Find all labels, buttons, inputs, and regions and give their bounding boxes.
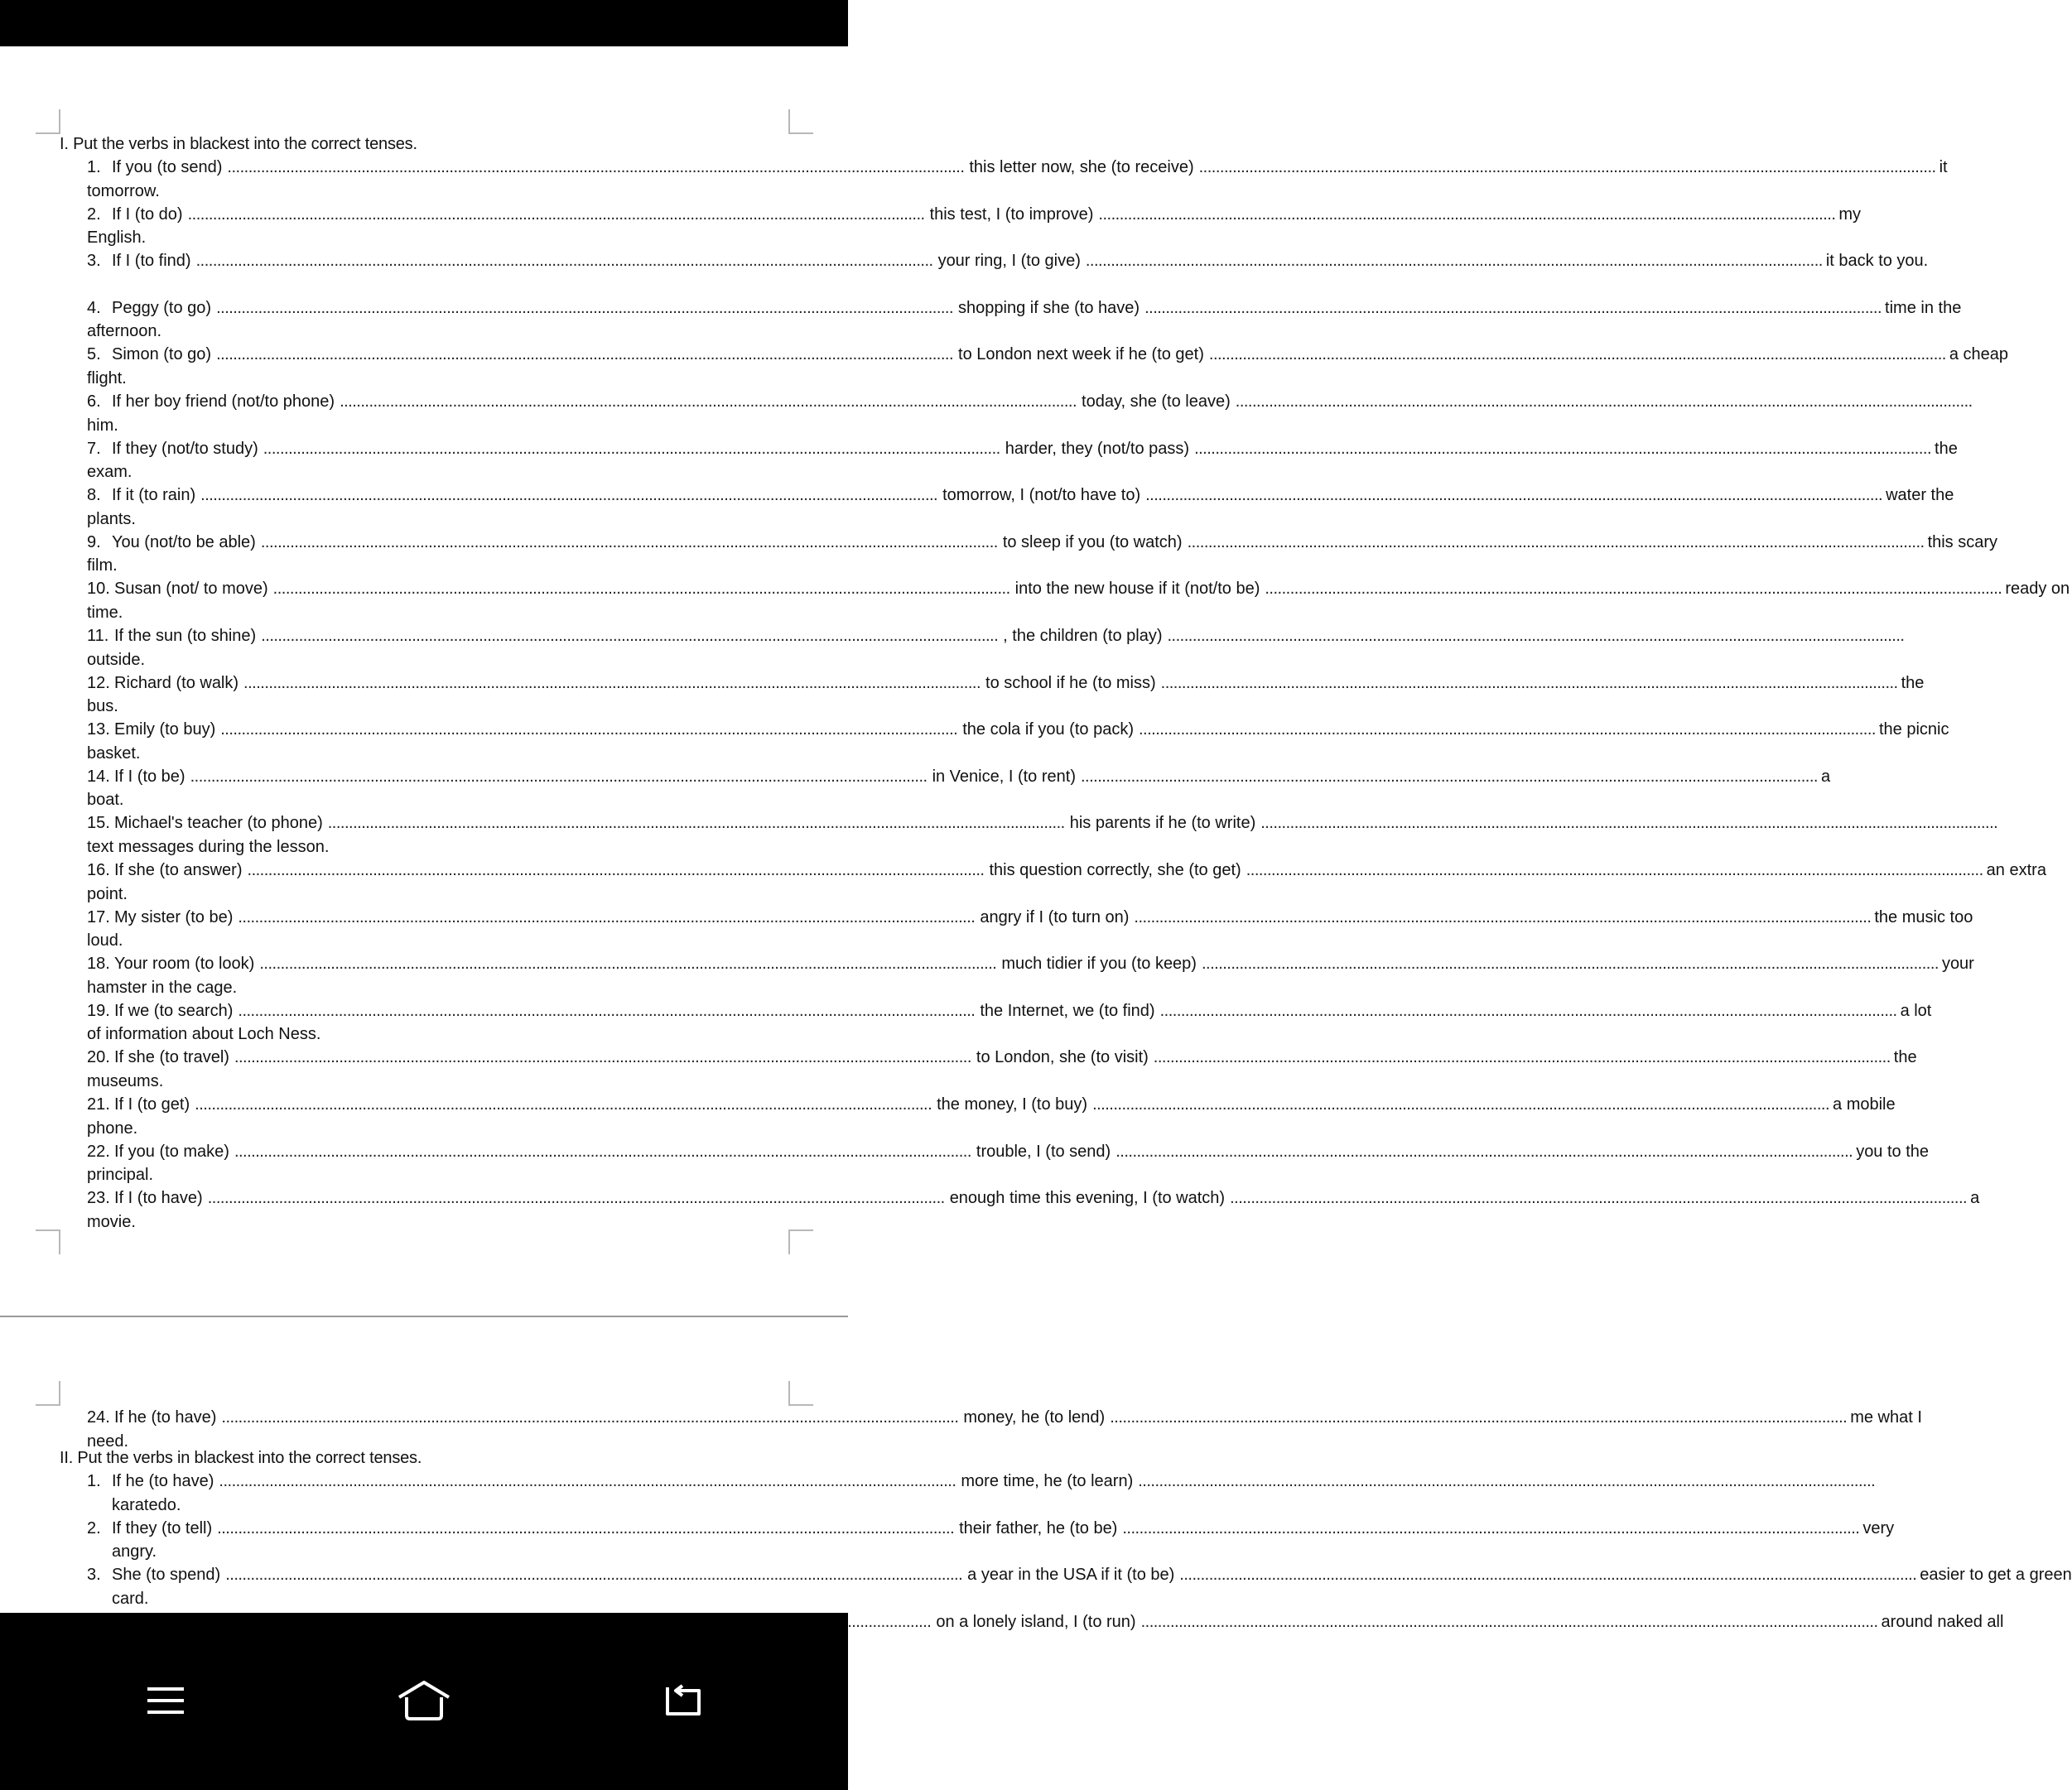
page-corner-mark	[36, 1229, 60, 1254]
item-number: 3.	[87, 1566, 101, 1585]
item-number: 10.	[87, 580, 110, 599]
item-continuation: museums.	[87, 1071, 164, 1090]
item-continuation: bus.	[87, 697, 118, 716]
item-text-segment: the cola if you (to pack)	[962, 720, 1134, 739]
item-text-segment: ready on	[2005, 580, 2070, 599]
exercise-item	[87, 437, 1958, 484]
answer-blank[interactable]	[234, 1140, 971, 1164]
item-text-segment: If we (to search)	[114, 1001, 234, 1020]
answer-blank[interactable]	[1188, 531, 1925, 555]
item-text-segment: a	[1820, 767, 1831, 786]
item-text-segment: She (to spend)	[112, 1566, 221, 1585]
answer-blank[interactable]	[1168, 624, 1905, 648]
item-text-segment: the	[1901, 673, 1925, 692]
item-number: 4.	[87, 298, 101, 317]
item-text-segment: water the	[1886, 486, 1954, 505]
item-text-segment: on a lonely island, I (to run)	[936, 1612, 1136, 1631]
answer-blank[interactable]	[216, 296, 953, 320]
answer-blank[interactable]	[196, 249, 933, 273]
item-text-segment: this scary	[1927, 532, 1998, 551]
item-text-segment: today, she (to leave)	[1082, 392, 1231, 411]
item-text-segment: enough time this evening, I (to watch)	[949, 1189, 1226, 1208]
answer-blank[interactable]	[188, 203, 925, 227]
item-continuation: card.	[112, 1589, 149, 1608]
item-text-segment: time in the	[1885, 298, 1962, 317]
answer-blank[interactable]	[1154, 1046, 1891, 1070]
item-number: 3.	[87, 252, 101, 271]
item-text-segment: your ring, I (to give)	[937, 252, 1081, 271]
item-number: 18.	[87, 955, 110, 974]
item-continuation: karatedo.	[112, 1495, 181, 1514]
answer-blank[interactable]	[340, 390, 1077, 414]
answer-blank[interactable]	[208, 1186, 945, 1210]
answer-blank[interactable]	[1194, 437, 1931, 461]
item-continuation: need.	[87, 1432, 129, 1451]
item-text-segment: much tidier if you (to keep)	[1001, 955, 1197, 974]
item-text-segment: very	[1862, 1518, 1895, 1537]
item-text-segment: the music too	[1874, 907, 1973, 926]
exercise-item	[87, 1046, 1917, 1093]
item-text-segment: Emily (to buy)	[114, 720, 216, 739]
item-text-segment: Richard (to walk)	[114, 673, 239, 692]
item-text-segment: it back to you.	[1825, 252, 1929, 271]
item-text-segment: my	[1838, 205, 1862, 224]
answer-blank[interactable]	[1160, 999, 1897, 1023]
item-number: 24.	[87, 1408, 110, 1427]
item-text-segment: a lot	[1900, 1001, 1932, 1020]
answer-blank[interactable]	[1081, 765, 1818, 789]
exercise-item	[87, 1186, 1980, 1234]
item-continuation: exam.	[87, 463, 133, 482]
answer-blank[interactable]	[227, 156, 964, 180]
item-number: 22.	[87, 1142, 110, 1161]
item-text-segment: If she (to answer)	[114, 861, 243, 879]
exercise-item	[87, 484, 1954, 531]
answer-blank[interactable]	[216, 343, 953, 367]
item-text-segment: this test, I (to improve)	[929, 205, 1094, 224]
item-continuation: film.	[87, 556, 118, 575]
back-icon	[661, 1682, 704, 1719]
answer-blank[interactable]	[1179, 1563, 1916, 1587]
item-text-segment: an extra	[1986, 861, 2046, 879]
recent-apps-button[interactable]	[133, 1674, 199, 1727]
item-number: 5.	[87, 345, 101, 364]
answer-blank[interactable]	[273, 577, 1010, 601]
item-continuation: movie.	[87, 1212, 136, 1231]
answer-blank[interactable]	[217, 1517, 954, 1541]
answer-blank[interactable]	[220, 718, 957, 742]
item-text-segment: easier to get a green	[1920, 1566, 2072, 1585]
item-text-segment: If they (to tell)	[112, 1518, 213, 1537]
document-page-2	[0, 1318, 2072, 1631]
exercise-item	[87, 811, 1256, 859]
page-corner-mark	[788, 109, 813, 134]
item-text-segment: harder, they (not/to pass)	[1005, 439, 1190, 458]
item-text-segment: Simon (to go)	[112, 345, 212, 364]
answer-blank[interactable]	[238, 906, 975, 930]
answer-blank[interactable]	[219, 1470, 956, 1494]
page-separator	[0, 1316, 848, 1317]
item-number: 2.	[87, 1518, 101, 1537]
item-text-segment: tomorrow, I (not/to have to)	[942, 486, 1141, 505]
item-number: 12.	[87, 673, 110, 692]
item-continuation: of information about Loch Ness.	[87, 1025, 321, 1044]
item-text-segment: If he (to have)	[114, 1408, 217, 1427]
item-continuation: English.	[87, 229, 147, 248]
item-number: 1.	[87, 158, 101, 176]
answer-blank[interactable]	[1141, 1610, 1878, 1634]
item-continuation: basket.	[87, 743, 141, 763]
answer-blank[interactable]	[195, 1093, 932, 1117]
exercise-item	[87, 531, 1998, 578]
answer-blank[interactable]	[1086, 249, 1823, 273]
item-text-segment: You (not/to be able)	[112, 532, 256, 551]
item-number: 20.	[87, 1048, 110, 1067]
item-number: 6.	[87, 392, 101, 411]
item-text-segment: the	[1935, 439, 1958, 458]
answer-blank[interactable]	[221, 1406, 958, 1430]
back-button[interactable]	[649, 1674, 716, 1727]
item-continuation: plants.	[87, 509, 136, 528]
item-number: 23.	[87, 1189, 110, 1208]
item-number: 15.	[87, 814, 110, 833]
item-continuation: time.	[87, 603, 123, 622]
item-number: 9.	[87, 532, 101, 551]
exercise-item	[87, 1093, 1896, 1140]
exercise-item	[87, 906, 1973, 953]
answer-blank[interactable]	[234, 1046, 971, 1070]
item-text-segment: the	[1893, 1048, 1917, 1067]
item-text-segment: If I (to have)	[114, 1189, 203, 1208]
item-text-segment: me what I	[1850, 1408, 1922, 1427]
item-text-segment: trouble, I (to send)	[976, 1142, 1111, 1161]
answer-blank[interactable]	[1246, 859, 1983, 883]
item-continuation: flight.	[87, 368, 127, 387]
item-text-segment: this question correctly, she (to get)	[989, 861, 1241, 879]
section-2-heading: II. Put the verbs in blackest into the correct tenses.	[60, 1449, 422, 1467]
item-number: 13.	[87, 720, 110, 739]
item-continuation: outside.	[87, 650, 146, 669]
answer-blank[interactable]	[1092, 1093, 1829, 1117]
item-text-segment: Your room (to look)	[114, 955, 255, 974]
answer-blank[interactable]	[1138, 1470, 1875, 1494]
item-text-segment: to sleep if you (to watch)	[1002, 532, 1183, 551]
item-text-segment: If it (to rain)	[112, 486, 196, 505]
item-text-segment: If I (to get)	[114, 1095, 190, 1114]
item-number: 8.	[87, 486, 101, 505]
status-bar	[0, 0, 848, 46]
answer-blank[interactable]	[259, 952, 996, 976]
item-text-segment: Susan (not/ to move)	[114, 580, 268, 599]
item-text-segment: a cheap	[1949, 345, 2009, 364]
item-text-segment: If I (to find)	[112, 252, 191, 271]
item-text-segment: If you (to send)	[112, 158, 223, 176]
item-continuation: afternoon.	[87, 322, 162, 341]
exercise-item	[87, 624, 1163, 671]
exercise-item	[87, 718, 1949, 765]
item-text-segment: money, he (to lend)	[963, 1408, 1106, 1427]
recent-apps-icon	[146, 1684, 186, 1717]
item-number: 2.	[87, 205, 101, 224]
item-continuation: angry.	[112, 1542, 157, 1561]
answer-blank[interactable]	[1230, 1186, 1967, 1210]
item-text-segment: to London, she (to visit)	[976, 1048, 1149, 1067]
page-corner-mark	[788, 1229, 813, 1254]
exercise-item	[87, 203, 1862, 250]
answer-blank[interactable]	[225, 1563, 962, 1587]
page-corner-mark	[36, 1381, 60, 1406]
item-text-segment: If he (to have)	[112, 1472, 214, 1490]
item-number: 16.	[87, 861, 110, 879]
answer-blank[interactable]	[1110, 1406, 1847, 1430]
item-text-segment: it	[1939, 158, 1948, 176]
item-text-segment: If I (to do)	[112, 205, 183, 224]
home-icon	[395, 1677, 453, 1724]
item-continuation: phone.	[87, 1119, 138, 1138]
item-number: 19.	[87, 1001, 110, 1020]
exercise-item	[87, 390, 1231, 437]
answer-blank[interactable]	[248, 859, 985, 883]
item-text-segment: Michael's teacher (to phone)	[114, 814, 323, 833]
item-text-segment: If her boy friend (not/to phone)	[112, 392, 335, 411]
answer-blank[interactable]	[200, 484, 937, 508]
answer-blank[interactable]	[1260, 811, 1997, 835]
item-text-segment: a year in the USA if it (to be)	[967, 1566, 1175, 1585]
item-continuation: point.	[87, 884, 128, 903]
answer-blank[interactable]	[263, 437, 1000, 461]
answer-blank[interactable]	[1145, 484, 1882, 508]
item-text-segment: your	[1941, 955, 1974, 974]
exercise-item	[87, 999, 1932, 1047]
item-continuation: hamster in the cage.	[87, 978, 238, 997]
item-text-segment: his parents if he (to write)	[1069, 814, 1256, 833]
item-text-segment: around naked all	[1881, 1612, 2004, 1631]
answer-blank[interactable]	[1161, 671, 1898, 695]
answer-blank[interactable]	[1139, 718, 1876, 742]
item-continuation: text messages during the lesson.	[87, 837, 330, 856]
answer-blank[interactable]	[1199, 156, 1936, 180]
item-text-segment: a	[1970, 1189, 1980, 1208]
answer-blank[interactable]	[1144, 296, 1882, 320]
exercise-item	[87, 1563, 2072, 1610]
navigation-bar	[0, 1613, 848, 1790]
item-text-segment: Peggy (to go)	[112, 298, 212, 317]
item-text-segment: to London next week if he (to get)	[958, 345, 1204, 364]
exercise-item	[87, 671, 1925, 719]
item-text-segment: more time, he (to learn)	[961, 1472, 1134, 1490]
item-number: 7.	[87, 439, 101, 458]
answer-blank[interactable]	[1098, 203, 1835, 227]
answer-blank[interactable]	[328, 811, 1065, 835]
item-text-segment: to school if he (to miss)	[985, 673, 1156, 692]
home-button[interactable]	[391, 1674, 457, 1727]
document-page-1	[0, 46, 2070, 1316]
answer-blank[interactable]	[1116, 1140, 1853, 1164]
item-number: 14.	[87, 767, 110, 786]
item-text-segment: , the children (to play)	[1003, 627, 1163, 645]
answer-blank[interactable]	[190, 765, 928, 789]
item-continuation: loud.	[87, 931, 123, 950]
answer-blank[interactable]	[1134, 906, 1871, 930]
item-text-segment: If they (not/to study)	[112, 439, 258, 458]
answer-blank[interactable]	[1202, 952, 1939, 976]
item-text-segment: you to the	[1856, 1142, 1930, 1161]
item-text-segment: My sister (to be)	[114, 907, 234, 926]
item-text-segment: the picnic	[1878, 720, 1949, 739]
answer-blank[interactable]	[1236, 390, 1973, 414]
exercise-item	[87, 156, 1948, 203]
item-text-segment: shopping if she (to have)	[958, 298, 1140, 317]
section-1-heading: I. Put the verbs in blackest into the correct tenses.	[60, 135, 417, 153]
item-text-segment: the money, I (to buy)	[937, 1095, 1088, 1114]
item-text-segment: this letter now, she (to receive)	[969, 158, 1194, 176]
exercise-item	[87, 343, 2009, 390]
item-continuation: boat.	[87, 791, 124, 810]
answer-blank[interactable]	[261, 531, 998, 555]
exercise-item	[87, 859, 2046, 906]
exercise-item	[87, 296, 1962, 344]
item-text-segment: in Venice, I (to rent)	[932, 767, 1076, 786]
item-continuation: him.	[87, 416, 118, 435]
exercise-item	[87, 1517, 1895, 1564]
answer-blank[interactable]	[261, 624, 998, 648]
answer-blank[interactable]	[1209, 343, 1946, 367]
exercise-item	[87, 952, 1974, 999]
exercise-item	[87, 1140, 1930, 1187]
item-text-segment: the Internet, we (to find)	[980, 1001, 1155, 1020]
item-text-segment: If you (to make)	[114, 1142, 229, 1161]
item-number: 17.	[87, 907, 110, 926]
item-number: 11.	[87, 627, 109, 645]
exercise-item	[87, 249, 1929, 273]
answer-blank[interactable]	[1122, 1517, 1859, 1541]
item-continuation: principal.	[87, 1166, 154, 1185]
item-number: 1.	[87, 1472, 101, 1490]
item-text-segment: angry if I (to turn on)	[980, 907, 1130, 926]
item-continuation: tomorrow.	[87, 181, 160, 200]
item-text-segment: a mobile	[1833, 1095, 1896, 1114]
page-corner-mark	[36, 109, 60, 134]
item-number: 21.	[87, 1095, 110, 1114]
item-text-segment: If she (to travel)	[114, 1048, 229, 1067]
answer-blank[interactable]	[1265, 577, 2002, 601]
exercise-item	[87, 1470, 1134, 1517]
item-text-segment: their father, he (to be)	[959, 1518, 1118, 1537]
item-text-segment: into the new house if it (not/to be)	[1014, 580, 1260, 599]
item-text-segment: If the sun (to shine)	[114, 627, 257, 645]
page-corner-mark	[788, 1381, 813, 1406]
exercise-item	[87, 577, 2070, 624]
answer-blank[interactable]	[238, 999, 975, 1023]
exercise-item	[87, 765, 1831, 812]
answer-blank[interactable]	[243, 671, 981, 695]
item-text-segment: If I (to be)	[114, 767, 186, 786]
